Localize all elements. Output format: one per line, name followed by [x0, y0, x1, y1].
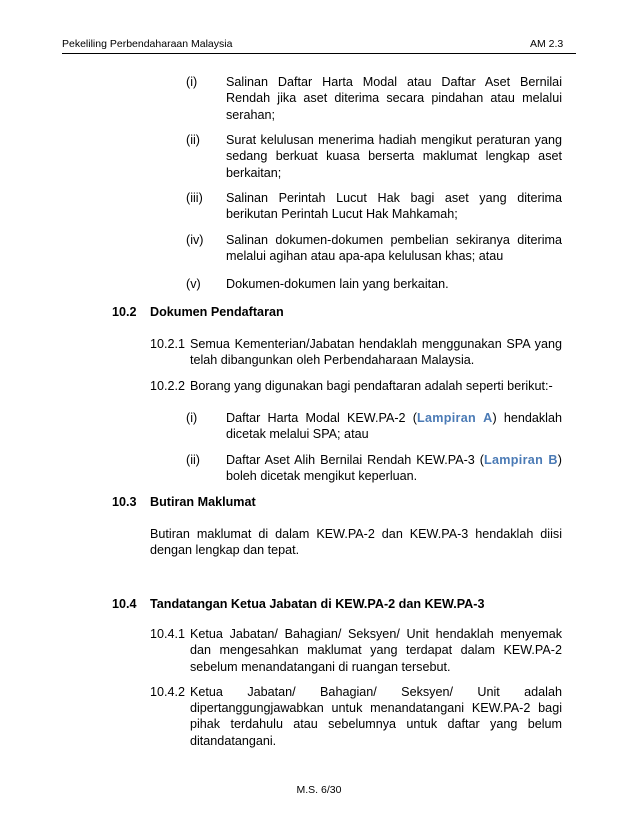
- list-item-text: Salinan dokumen-dokumen pembelian sekiranya diterima melalui agihan atau apa-apa kelulusan khas; atau: [226, 233, 562, 264]
- page-number: M.S. 6/30: [296, 784, 342, 796]
- sub-item-text-part: Daftar Harta Modal KEW.PA-2 (: [226, 411, 417, 425]
- section-number: 10.2: [112, 305, 137, 319]
- list-item-text: Salinan Perintah Lucut Hak bagi aset yang diterima berikutan Perintah Lucut Hak Mahkamah;: [226, 191, 562, 222]
- paragraph-text: Butiran maklumat di dalam KEW.PA-2 dan KEW.PA-3 hendaklah diisi dengan lengkap dan tepat.: [150, 527, 562, 558]
- paragraph-number: 10.4.1: [150, 627, 186, 641]
- sub-item-text: [226, 410, 562, 443]
- paragraph-text-first-line: Ketua Jabatan/ Bahagian/ Seksyen/ Unit adalah: [190, 685, 562, 699]
- section-title: Butiran Maklumat: [150, 495, 256, 509]
- list-item-number: (v): [186, 277, 201, 291]
- header-code: AM 2.3: [530, 38, 564, 50]
- paragraph-number: 10.2.2: [150, 379, 186, 393]
- sub-item-text-part: ) boleh dicetak mengikut keperluan.: [226, 453, 562, 484]
- list-item-text: Surat kelulusan menerima hadiah mengikut peraturan yang sedang berkuat kuasa berserta maklumat lengkap aset berkaitan;: [226, 133, 562, 180]
- list-item-number: (ii): [186, 133, 200, 147]
- sub-item-number: (i): [186, 411, 198, 425]
- section-number: 10.3: [112, 495, 137, 509]
- list-item-number: (i): [186, 75, 198, 89]
- paragraph-text: dipertanggungjawabkan untuk menandatangani KEW.PA-2 bagi pihak terdahulu atau sebelumnya untuk daftar yang belum ditandatangani.: [190, 701, 562, 748]
- list-item-number: (iv): [186, 233, 204, 247]
- paragraph-text: Semua Kementerian/Jabatan hendaklah menggunakan SPA yang telah dibangunkan oleh Perbendaharaan Malaysia.: [190, 337, 562, 368]
- sub-item-number: (ii): [186, 453, 200, 467]
- sub-item-text-part: Daftar Aset Alih Bernilai Rendah KEW.PA-3 (: [226, 453, 484, 467]
- header-title: Pekeliling Perbendaharaan Malaysia: [62, 38, 233, 50]
- list-item-text: Salinan Daftar Harta Modal atau Daftar Aset Bernilai Rendah jika aset diterima secara pindahan atau melalui serahan;: [226, 75, 562, 122]
- header-divider: [62, 53, 576, 54]
- section-title: Dokumen Pendaftaran: [150, 305, 284, 319]
- sub-item-text: [226, 452, 562, 485]
- lampiran-b-link[interactable]: Lampiran B: [484, 453, 558, 467]
- paragraph-number: 10.2.1: [150, 337, 186, 351]
- list-item-number: (iii): [186, 191, 203, 205]
- list-item-text: Dokumen-dokumen lain yang berkaitan.: [226, 277, 449, 291]
- section-title: Tandatangan Ketua Jabatan di KEW.PA-2 dan KEW.PA-3: [150, 597, 485, 611]
- sub-item-text-part: ) hendaklah dicetak melalui SPA; atau: [226, 411, 562, 442]
- paragraph-text: Borang yang digunakan bagi pendaftaran adalah seperti berikut:-: [190, 379, 553, 393]
- lampiran-a-link[interactable]: Lampiran A: [416, 411, 493, 425]
- paragraph-text: Ketua Jabatan/ Bahagian/ Seksyen/ Unit hendaklah menyemak dan mengesahkan maklumat yang terdapat dalam KEW.PA-2 sebelum menandatangani di ruangan tersebut.: [190, 627, 562, 674]
- section-number: 10.4: [112, 597, 137, 611]
- paragraph-number: 10.4.2: [150, 685, 186, 699]
